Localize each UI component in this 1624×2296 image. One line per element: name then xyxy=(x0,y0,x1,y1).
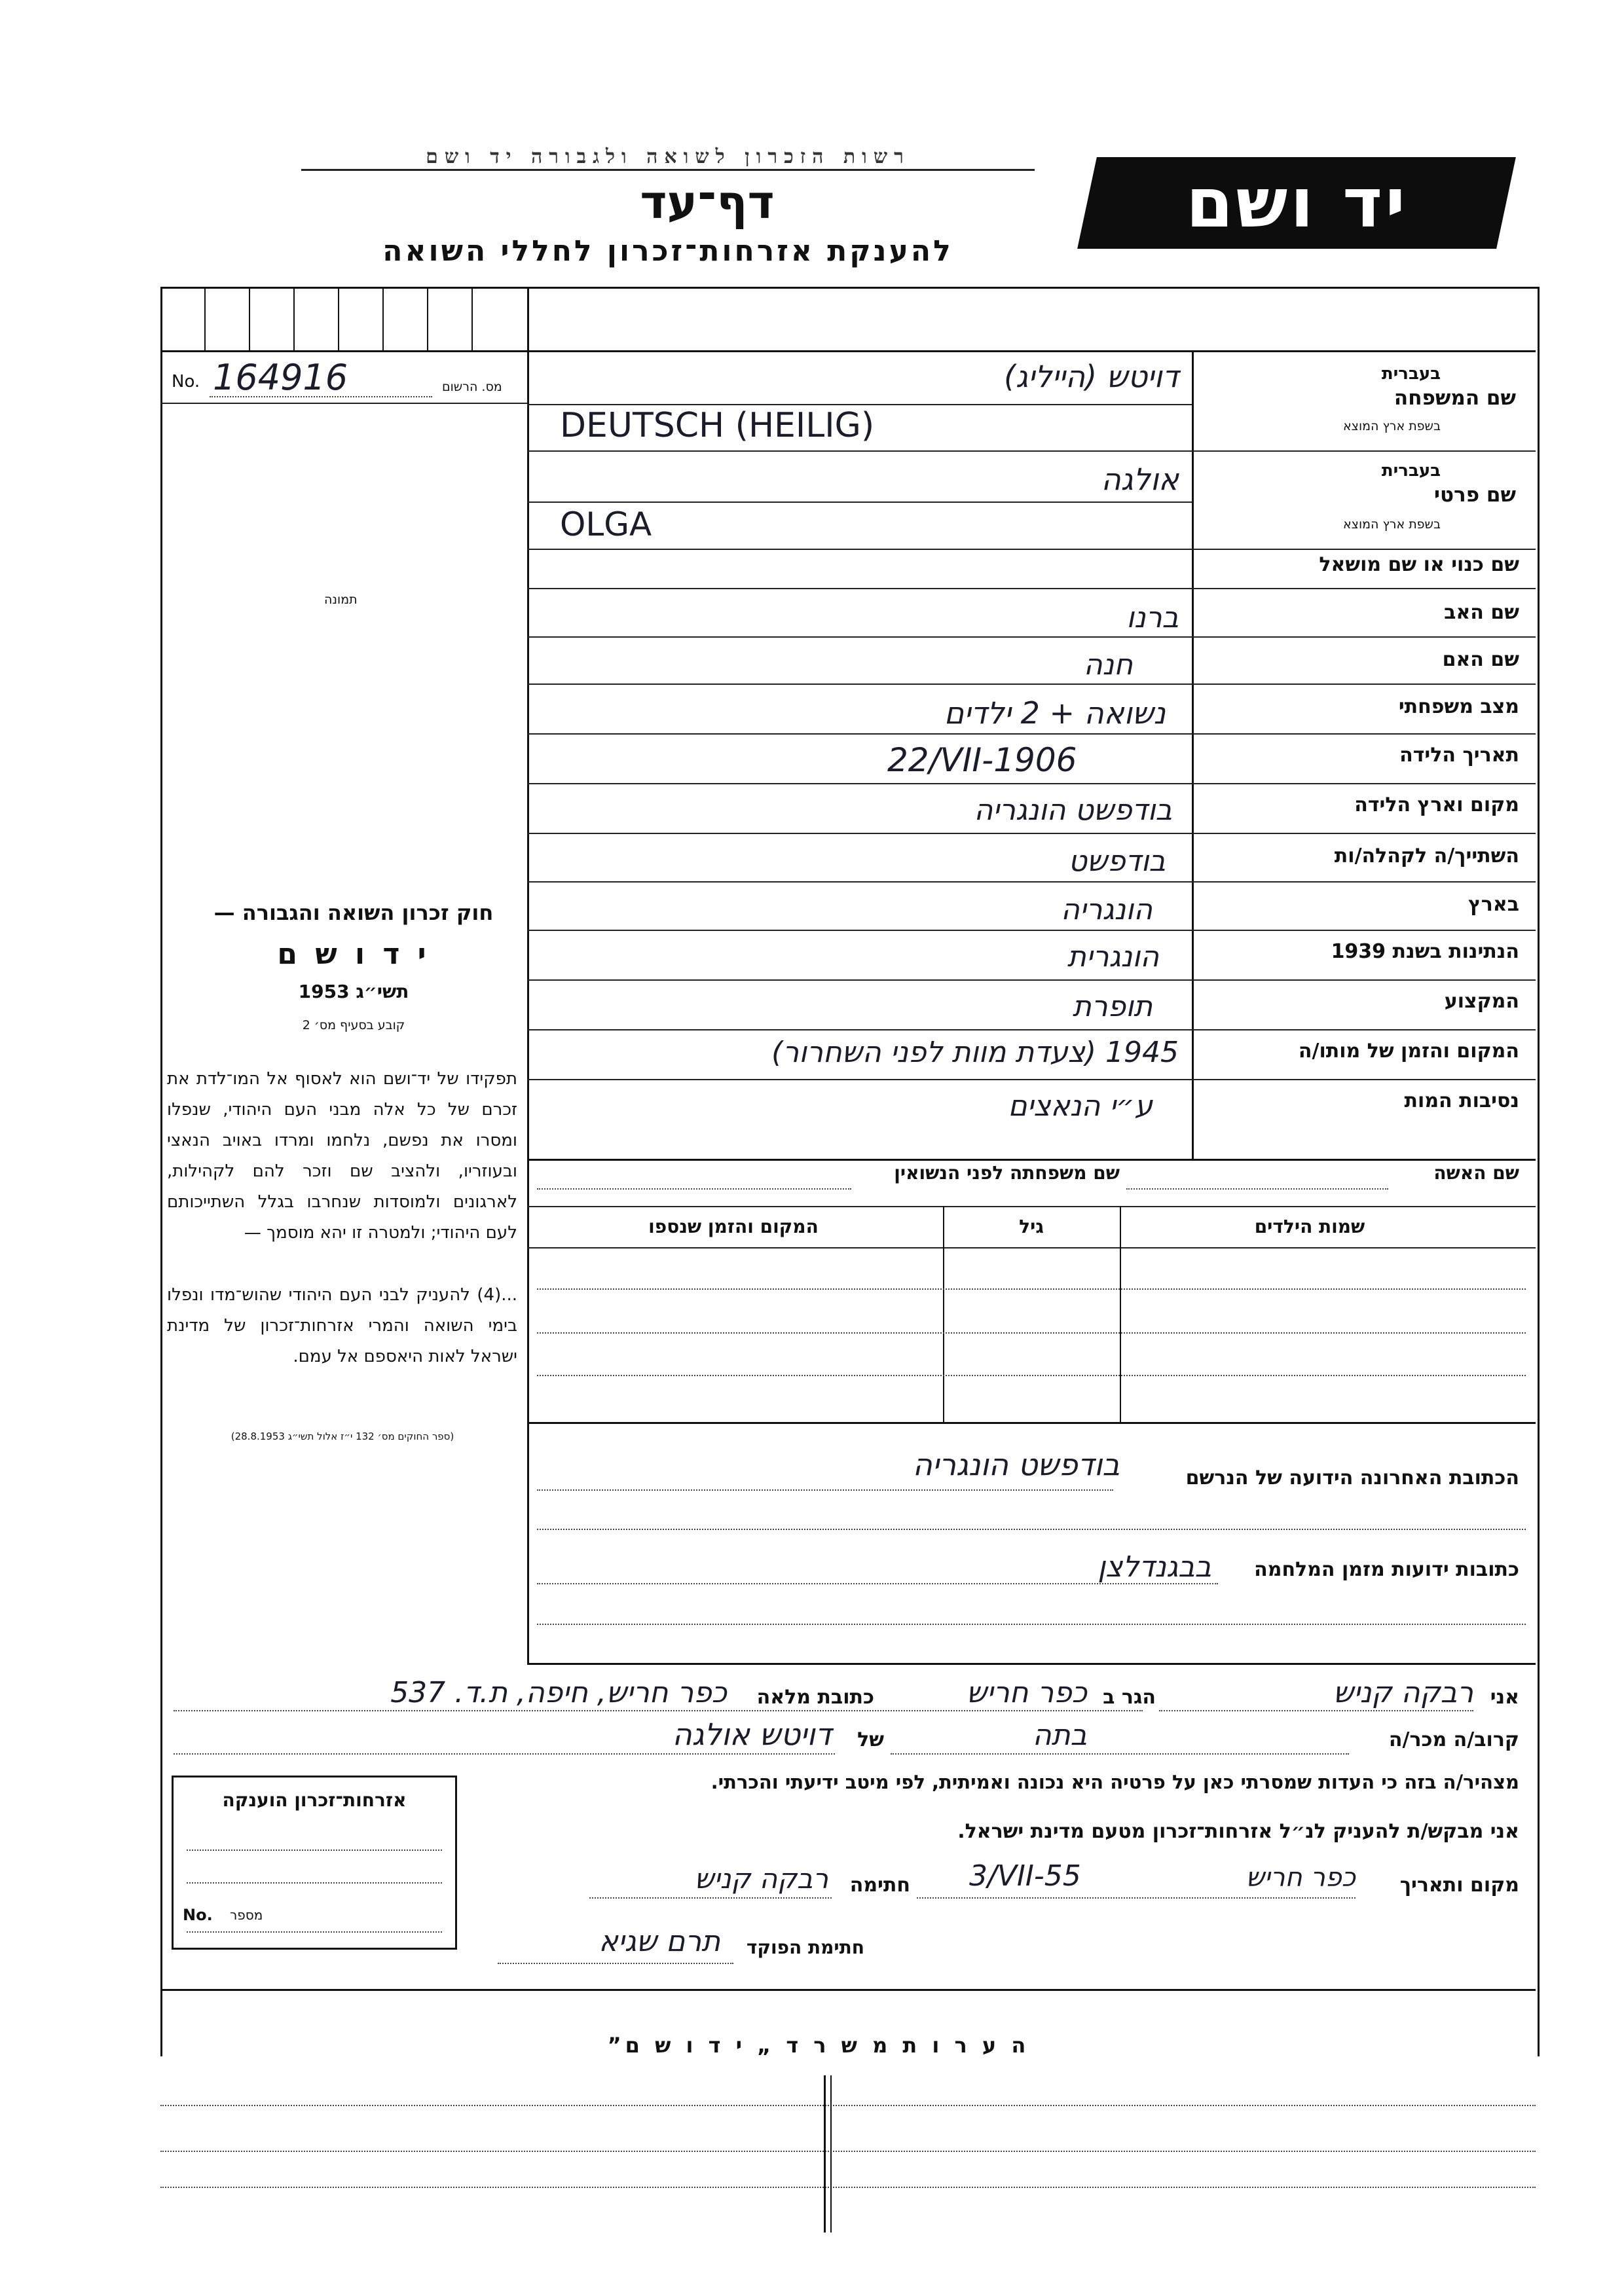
nationality-value: הונגרית xyxy=(1067,940,1159,974)
last-address-value: בודפשט הונגריה xyxy=(912,1447,1120,1482)
top-authority-line: רשות הזכרון לשואה ולגבורה יד ושם xyxy=(426,145,910,166)
birth-place-label: מקום וארץ הלידה xyxy=(1354,793,1519,816)
law-clause: קובע בסעיף מס׳ 2 xyxy=(302,1018,405,1032)
war-address-label: כתובות ידועות מזמן המלחמה xyxy=(1254,1558,1519,1581)
father-label: שם האב xyxy=(1444,601,1519,624)
mother-value: חנה xyxy=(1083,648,1133,682)
stamp-box-title: אזרחות־זכרון הוענקה xyxy=(222,1789,407,1811)
spouse-maiden-label: שם משפחתה לפני הנשואין xyxy=(894,1162,1120,1184)
spouse-label: שם האשה xyxy=(1433,1162,1519,1184)
country-lang-label-1: בשפת ארץ המוצא xyxy=(1342,419,1441,433)
decl-officer-label: חתימת הפוקד xyxy=(746,1937,864,1958)
war-address-value: בבגנדלצן xyxy=(1098,1550,1211,1584)
yad-vashem-logo xyxy=(1077,157,1516,249)
children-header-age: גיל xyxy=(1019,1216,1044,1237)
marital-label: מצב משפחתי xyxy=(1398,695,1519,718)
decl-statement: מצהיר/ה בזה כי העדות שמסרתי כאן על פרטיה היא נכונה ואמיתית, לפי מיטב ידיעתי והכרתי. xyxy=(710,1771,1519,1793)
birth-date-label: תאריך הלידה xyxy=(1399,744,1519,767)
stamp-box-number-label: מספר xyxy=(230,1907,263,1923)
first-name-hebrew: אולגה xyxy=(1101,462,1179,497)
decl-resident-label: הגר ב xyxy=(1103,1686,1156,1709)
birth-date-value: 22/VII-1906 xyxy=(887,741,1077,779)
law-title: חוק זכרון השואה והגבורה — xyxy=(213,900,494,925)
marital-value: נשואה + 2 ילדים xyxy=(944,695,1166,731)
country-label: בארץ xyxy=(1467,893,1519,916)
decl-signature: רבקה קניש xyxy=(694,1863,828,1895)
remarks-title: ה ע ר ו ת מ ש ר ד „ י ד ו ש ם” xyxy=(607,2033,1030,2058)
law-name: י ד ו ש ם xyxy=(277,938,430,971)
decl-signature-label: חתימה xyxy=(849,1874,910,1897)
decl-of-label: של xyxy=(857,1728,884,1751)
registration-number: 164916 xyxy=(213,357,348,398)
citizenship-stamp-box xyxy=(172,1776,457,1950)
decl-resident: כפר חריש xyxy=(966,1676,1087,1709)
decl-relation: בתה xyxy=(1032,1719,1087,1752)
law-year: תשי״ג 1953 xyxy=(298,981,409,1002)
birth-place-value: בודפשט הונגריה xyxy=(974,793,1172,827)
first-name-label: שם פרטי xyxy=(1433,483,1516,507)
decl-full-address: כפר חריש, חיפה, ת.ד. 537 xyxy=(390,1676,727,1709)
death-place-value: 1945 (צעדת מוות לפני השחרור) xyxy=(771,1036,1179,1069)
community-label: השתייך/ה לקהלה/ות xyxy=(1334,845,1519,867)
decl-request: אני מבקש/ת להעניק לנ״ל אזרחות־זכרון מטעם מדינת ישראל. xyxy=(957,1820,1519,1843)
page-subtitle: להענקת אזרחות־זכרון לחללי השואה xyxy=(382,234,953,268)
first-name-latin: OLGA xyxy=(560,505,652,543)
decl-relative-label: קרוב/ה מכר/ה xyxy=(1388,1728,1519,1751)
logo-text: יד ושם xyxy=(1185,163,1408,243)
decl-date: 3/VII-55 xyxy=(969,1859,1081,1893)
death-cause-value: ע״י הנאצים xyxy=(1008,1089,1153,1123)
decl-place: כפר חריש xyxy=(1246,1863,1356,1893)
father-value: ברנו xyxy=(1126,601,1179,634)
country-lang-label-2: בשפת ארץ המוצא xyxy=(1342,517,1441,532)
stamp-box-no-prefix: No. xyxy=(183,1906,213,1924)
registration-no-prefix: No. xyxy=(172,372,200,392)
surname-latin: DEUTSCH (HEILIG) xyxy=(560,406,875,445)
decl-full-address-label: כתובת מלאה xyxy=(756,1686,874,1709)
photo-label: תמונה xyxy=(324,592,358,607)
decl-of-name: דויטש אולגה xyxy=(672,1717,832,1752)
surname-hebrew: דויטש (הייליג) xyxy=(1004,359,1179,394)
surname-label: שם המשפחה xyxy=(1393,386,1516,410)
hebrew-label-1: בעברית xyxy=(1381,364,1441,384)
decl-officer-signature: תרם שגיא xyxy=(599,1925,720,1958)
registration-label: מס. הרשום xyxy=(442,380,502,394)
hebrew-label-2: בעברית xyxy=(1381,461,1441,481)
profession-label: המקצוע xyxy=(1444,990,1519,1013)
decl-name: רבקה קניש xyxy=(1333,1676,1473,1709)
community-value: בודפשט xyxy=(1068,845,1166,878)
profession-value: תופרת xyxy=(1072,990,1153,1023)
decl-i-label: אני xyxy=(1490,1686,1519,1709)
death-place-label: המקום והזמן של מותו/ה xyxy=(1298,1040,1519,1063)
death-cause-label: נסיבות המות xyxy=(1404,1089,1519,1112)
nickname-label: שם כנוי או שם מושאל xyxy=(1319,553,1519,576)
decl-place-date-label: מקום ותאריך xyxy=(1399,1874,1519,1897)
last-address-label: הכתובת האחרונה הידועה של הנרשם xyxy=(1185,1467,1519,1489)
mother-label: שם האם xyxy=(1442,648,1519,671)
country-value: הונגריה xyxy=(1061,893,1153,926)
children-header-death: המקום והזמן שנספו xyxy=(648,1216,819,1237)
children-header-names: שמות הילדים xyxy=(1254,1216,1365,1237)
page-title: דף־עד xyxy=(640,175,775,229)
law-paragraph-2: ...(4) להעניק לבני העם היהודי שהוש־מדו ונפלו בימי השואה והמרי אזרחות־זכרון של מדינת ישראל לאות היאספם אל עמם. xyxy=(167,1285,517,1366)
law-paragraph-1: תפקידו של יד־ושם הוא לאסוף אל המו־לדת את זכרם של כל אלה מבני העם היהודי, שנפלו ומסרו את נפשם, נלחמו ומרדו באויב הנאצי ובעוזריו, ולהציב שם וזכר להם לקהילות, לארגונים ולמוסדות שנחרבו בגלל השתייכותם לעם היהודי; ולמטרה זו יהא מוסמך — xyxy=(167,1069,517,1243)
nationality-label: הנתינות בשנת 1939 xyxy=(1331,940,1519,963)
law-citation: (ספר החוקים מס׳ 132 י״ז אלול תשי״ג 28.8.1953) xyxy=(231,1430,454,1442)
